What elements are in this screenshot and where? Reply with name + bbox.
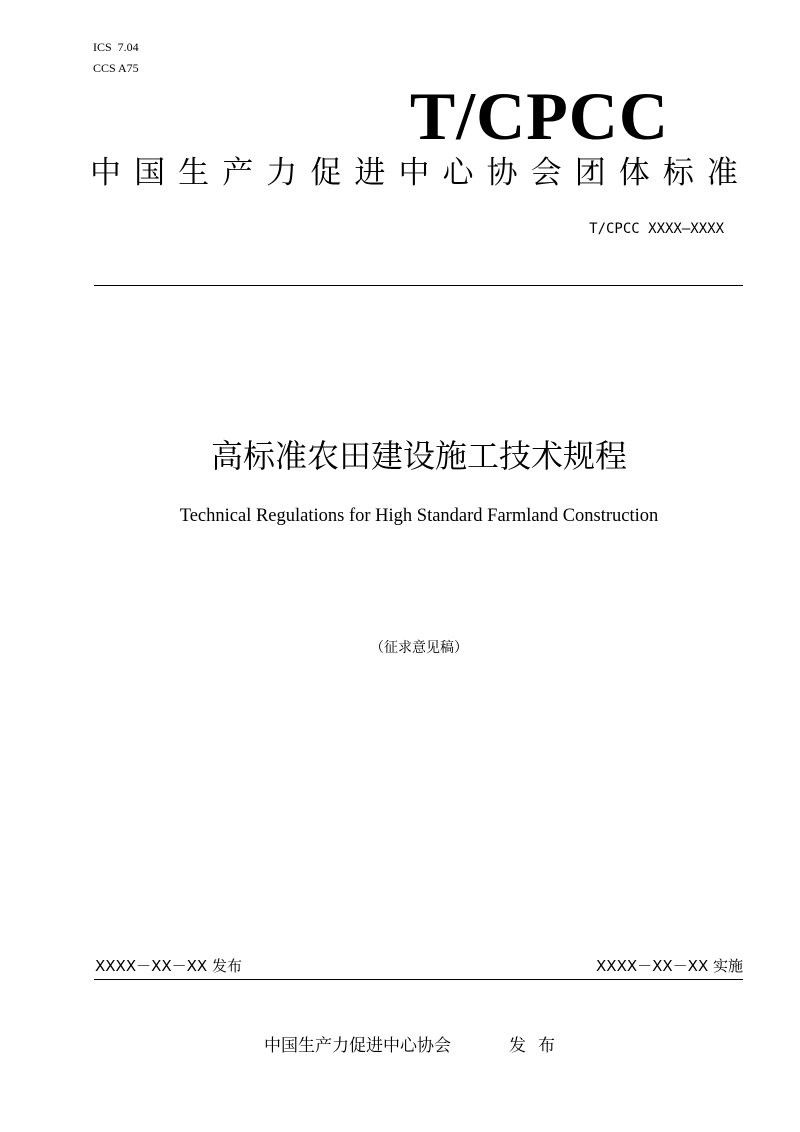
org-name-char: 会 [530,155,562,191]
org-name-char: 中 [398,155,430,191]
org-name-char: 产 [222,155,254,191]
publish-label: 发布 [509,1036,567,1056]
publisher-name: 中国生产力促进中心协会 [264,1036,451,1056]
org-name-char: 力 [266,155,298,191]
org-name-char: 团 [574,155,606,191]
org-name-char: 中 [90,155,121,191]
organization-code-logo: T/CPCC [409,78,669,154]
ccs-code: CCS A75 [93,61,139,75]
org-name-char: 促 [310,155,342,191]
org-name-char: 体 [618,155,650,191]
draft-status: （征求意见稿） [370,640,468,656]
organization-standard-name [90,151,738,195]
document-title-chinese: 高标准农田建设施工技术规程 [210,437,627,475]
org-name-char: 准 [706,155,738,191]
org-name-char: 协 [486,155,518,191]
ics-code: ICS 7.04 [93,40,139,54]
bottom-divider [94,979,743,980]
document-title-english: Technical Regulations for High Standard Farmland Construction [179,506,659,526]
standard-number: T/CPCC XXXX—XXXX [589,221,724,237]
org-name-char: 进 [354,155,386,191]
implementation-date: XXXX－XX－XX 实施 [596,957,743,975]
org-name-char: 心 [442,155,474,191]
org-name-char: 生 [178,155,210,191]
org-name-char: 标 [662,155,694,191]
top-divider [94,285,743,286]
issue-date: XXXX－XX－XX 发布 [95,957,242,975]
org-name-char: 国 [134,155,166,191]
